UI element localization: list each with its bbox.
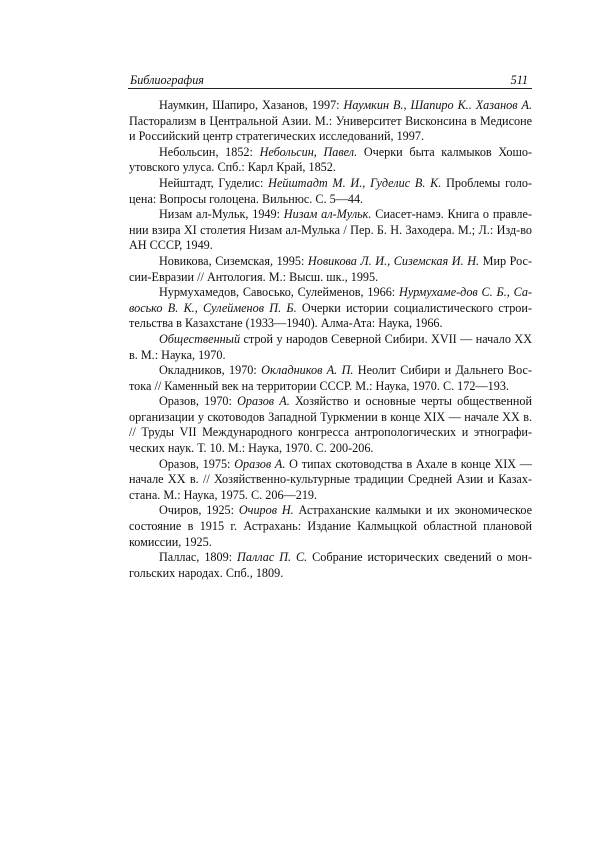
running-header — [128, 72, 532, 88]
entry-text: Очерки быта калмыков Хошоутовского улуса. Спб.: Карл Край, 1852. — [129, 144, 533, 175]
entry-key: Нейштадт, Гуделис: — [159, 175, 264, 190]
bibliography-entry — [129, 207, 532, 254]
bibliography-entry — [129, 145, 532, 176]
entry-text: Сиасет-намэ. Книга о правлении взира XI столетия Низам ал-Мулька / Пер. Б. Н. Заходера. М.; Л.: Изд-во АН СССР, 1949. — [129, 207, 532, 253]
entry-key: Нурмухамедов, Савосько, Сулейменов, 1966: — [159, 285, 396, 300]
bibliography-entry — [129, 98, 532, 145]
entry-key: Небольсин, 1852: — [159, 144, 253, 159]
entry-text: Проблемы голоцена: Вопросы голоцена. Вильнюс. С. 5—44. — [129, 175, 533, 206]
entry-key: Низам ал-Мульк, 1949: — [159, 207, 280, 222]
entry-text: Мир России-Евразии // Антология. М.: Высш. шк., 1995. — [129, 253, 532, 284]
entry-key: Новикова, Сиземская, 1995: — [159, 253, 305, 268]
entry-authors: Нурмухаме-дов С. Б., Савосько В. К., Сулейменов П. Б. — [129, 285, 533, 315]
entry-key: Оразов, 1970: — [159, 394, 232, 409]
entry-key: Окладников, 1970: — [159, 363, 257, 378]
entry-authors: Нейштадт М. И., Гуделис В. К. — [268, 175, 442, 190]
bibliography-entry — [129, 457, 532, 504]
entry-authors: Оразов А. — [234, 456, 286, 471]
entry-authors: Новикова Л. И., Сиземская И. Н. — [307, 253, 480, 268]
entry-authors: Окладников А. П. — [261, 363, 354, 378]
entry-text: Очерки истории социалистического строительства в Казахстане (1933—1940). Алма-Ата: Наука, 1966. — [129, 300, 532, 331]
entry-key: Наумкин, Шапиро, Хазанов, 1997: — [159, 98, 340, 112]
entry-authors: Паллас П. С. — [237, 550, 308, 565]
entry-text: Неолит Сибири и Дальнего Востока // Каменный век на территории СССР. М.: Наука, 1970. С. 172—193. — [129, 363, 533, 393]
bibliography-entry — [129, 332, 532, 363]
entry-text: Пасторализм в Центральной Азии. М.: Университет Висконсина в Медисоне и Российский центр стратегических исследований, 1997. — [129, 113, 532, 144]
entry-text: Собрание исторических сведений о монгольских народах. Спб., 1809. — [129, 550, 533, 580]
entry-key: Паллас, 1809: — [159, 550, 233, 565]
bibliography-entry — [129, 550, 532, 581]
entry-key: Оразов, 1975: — [159, 456, 231, 471]
entry-authors: Общественный — [159, 331, 241, 346]
entry-authors: Оразов А. — [237, 394, 290, 409]
entry-authors: Очиров Н. — [238, 503, 294, 518]
bibliography-entry — [129, 285, 532, 332]
bibliography-entry — [129, 363, 532, 394]
page-number: 511 — [510, 73, 528, 87]
running-header-title: Библиография — [130, 73, 204, 87]
entry-authors: Низам ал-Мульк. — [283, 207, 372, 222]
entry-text: Астраханские калмыки и их экономическое состояние в 1915 г. Астрахань: Издание Калмыцкой областной плановой комиссии, 1925. — [129, 503, 533, 549]
entry-text: О типах скотоводства в Ахале в конце XIX — начале XX в. // Хозяйственно-культурные традиции Средней Азии и Казахстана. М.: Наука, 1975. С. 206—219. — [129, 456, 532, 502]
entry-key: Очиров, 1925: — [159, 503, 235, 518]
bibliography-list — [129, 98, 532, 581]
header-rule — [128, 88, 532, 89]
entry-text: строй у народов Северной Сибири. XVII — начало XX в. М.: Наука, 1970. — [129, 331, 532, 362]
bibliography-entry — [129, 394, 532, 456]
bibliography-entry — [129, 503, 532, 550]
bibliography-entry — [129, 176, 532, 207]
entry-authors: Наумкин В., Шапиро К.. Хазанов А. — [343, 98, 532, 112]
entry-authors: Небольсин, Павел. — [259, 144, 358, 159]
entry-text: Хозяйство и основные черты общественной организации у скотоводов Западной Туркмении в конце XIX — начале XX в. // Труды VII Международного конгресса антропологических и этнографических наук. Т. 10. М.: Наука, 1970. С. 200-206. — [129, 394, 532, 456]
bibliography-entry — [129, 254, 532, 285]
